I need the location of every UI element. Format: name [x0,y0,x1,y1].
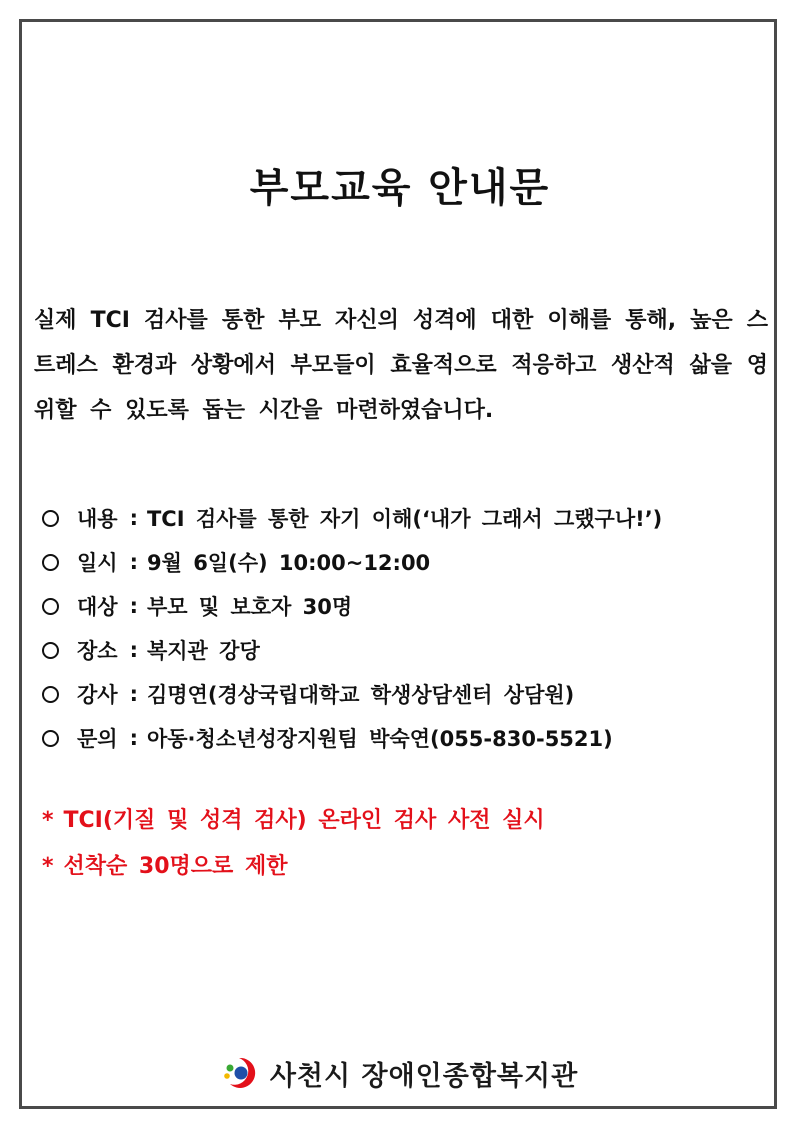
detail-label: 강사 [77,683,118,707]
notice-item-capacity [42,844,772,890]
detail-label: 내용 [77,507,118,531]
circle-bullet-icon [42,598,59,615]
detail-label: 장소 [77,639,118,663]
detail-list [42,496,772,760]
notice-text: 선착순 30명으로 제한 [63,854,288,879]
circle-bullet-icon [42,642,59,659]
document-title: 부모교육 안내문 [249,165,551,211]
asterisk-mark: * [42,808,54,833]
detail-label: 대상 [77,595,118,619]
circle-bullet-icon [42,686,59,703]
detail-item-content [42,496,772,540]
detail-separator: : [129,638,138,662]
detail-value: 9월 6일(수) 10:00~12:00 [146,551,431,575]
detail-label: 일시 [77,551,118,575]
circle-bullet-icon [42,730,59,747]
footer-organization [0,1046,800,1100]
organization-name: 사천시 장애인종합복지관 [269,1060,579,1092]
detail-item-datetime [42,540,772,584]
detail-value: 아동·청소년성장지원팀 박숙연(055-830-5521) [146,727,613,751]
detail-value: 부모 및 보호자 30명 [146,595,353,619]
detail-value: 김명연(경상국립대학교 학생상담센터 상담원) [146,683,575,707]
detail-value: TCI 검사를 통한 자기 이해(‘내가 그래서 그랬구나!’) [146,507,663,531]
detail-value: 복지관 강당 [146,639,260,663]
notice-list [42,798,772,890]
detail-separator: : [129,550,138,574]
asterisk-mark: * [42,854,54,879]
welfare-center-logo-icon [222,1053,262,1093]
detail-separator: : [129,682,138,706]
notice-text: TCI(기질 및 성격 검사) 온라인 검사 사전 실시 [63,808,545,833]
circle-bullet-icon [42,510,59,527]
detail-label: 문의 [77,727,118,751]
detail-item-inquiry [42,716,772,760]
detail-separator: : [129,726,138,750]
intro-paragraph: 실제 TCI 검사를 통한 부모 자신의 성격에 대한 이해를 통해, 높은 스트레스 환경과 상황에서 부모들이 효율적으로 적응하고 생산적 삶을 영위할 수 있도록 돕는 시간을 마련하였습니다. [34,308,768,423]
detail-separator: : [129,506,138,530]
circle-bullet-icon [42,554,59,571]
detail-item-instructor [42,672,772,716]
detail-item-target [42,584,772,628]
notice-item-online-test [42,798,772,844]
detail-separator: : [129,594,138,618]
detail-item-place [42,628,772,672]
